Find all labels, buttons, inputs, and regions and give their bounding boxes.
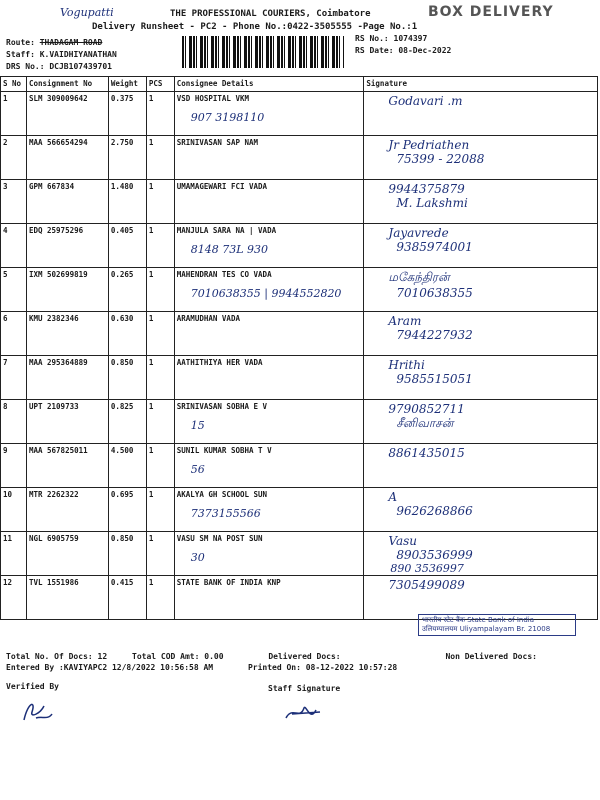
consignee-cell (174, 576, 364, 620)
signature-cell (364, 136, 598, 180)
signature-cell (364, 92, 598, 136)
signature-cell (364, 180, 598, 224)
consignee-cell (174, 180, 364, 224)
route-label: Route: (6, 38, 35, 47)
handwritten-top-mark: Vogupatti (60, 6, 114, 19)
signature-handwritten-extra: 890 3536997 (390, 562, 464, 575)
signature-cell (364, 268, 598, 312)
consignee-cell (174, 268, 364, 312)
footer-totals (6, 652, 596, 661)
consignee-cell (174, 444, 364, 488)
signature-cell (364, 224, 598, 268)
signature-handwritten-1: மகேந்திரன் (388, 270, 450, 284)
drs-line (6, 62, 112, 71)
consignment-cell: KMU 2382346 (26, 312, 108, 356)
consignee-handwritten: 30 (190, 551, 205, 564)
consignee-name: VSD HOSPITAL VKM (176, 94, 250, 103)
pcs-cell: 1 (146, 312, 174, 356)
signature-handwritten-1: Jayavrede (388, 226, 449, 240)
signature-cell (364, 400, 598, 444)
sno-cell: 7 (1, 356, 27, 400)
consignee-name: SRINIVASAN SOBHA E V (176, 402, 268, 411)
signature-handwritten-1: Aram (388, 314, 422, 328)
table-row (1, 136, 598, 180)
consignee-name: AATHITHIYA HER VADA (176, 358, 263, 367)
signature-cell (364, 444, 598, 488)
weight-cell: 0.630 (108, 312, 146, 356)
table-header-row (1, 77, 598, 92)
pcs-cell: 1 (146, 136, 174, 180)
rs-no-label: RS No.: (355, 34, 389, 43)
table-row (1, 180, 598, 224)
consignment-cell: MAA 295364889 (26, 356, 108, 400)
pcs-cell: 1 (146, 180, 174, 224)
table-row (1, 444, 598, 488)
signature-handwritten-2: 9585515051 (396, 372, 473, 386)
sno-cell: 1 (1, 92, 27, 136)
consignee-handwritten: 15 (190, 419, 205, 432)
col-weight: Weight (108, 77, 146, 92)
staff-signature-mark (282, 700, 326, 726)
signature-handwritten-2: 8903536999 (396, 548, 473, 562)
signature-handwritten-1: 9790852711 (388, 402, 465, 416)
consignment-cell: TVL 1551986 (26, 576, 108, 620)
consignee-name: ARAMUDHAN VADA (176, 314, 240, 323)
consignee-name: SRINIVASAN SAP NAM (176, 138, 259, 147)
drs-label: DRS No.: (6, 62, 45, 71)
sno-cell: 3 (1, 180, 27, 224)
signature-handwritten-1: Vasu (388, 534, 417, 548)
sno-cell: 9 (1, 444, 27, 488)
pcs-cell: 1 (146, 224, 174, 268)
consignment-cell: MAA 567825011 (26, 444, 108, 488)
non-delivered-label: Non Delivered Docs: (445, 652, 537, 661)
signature-cell (364, 532, 598, 576)
col-details: Consignee Details (174, 77, 364, 92)
table-row (1, 312, 598, 356)
consignee-handwritten: 56 (190, 463, 205, 476)
sno-cell: 5 (1, 268, 27, 312)
weight-cell: 0.415 (108, 576, 146, 620)
sno-cell: 12 (1, 576, 27, 620)
pcs-cell: 1 (146, 576, 174, 620)
consignee-name: UMAMAGEWARI FCI VADA (176, 182, 268, 191)
consignee-name: MAHENDRAN TES CO VADA (176, 270, 272, 279)
table-row (1, 356, 598, 400)
signature-handwritten-1: 7305499089 (388, 578, 465, 592)
pcs-cell: 1 (146, 532, 174, 576)
signature-handwritten-1: Godavari .m (388, 94, 463, 108)
weight-cell: 0.405 (108, 224, 146, 268)
sno-cell: 8 (1, 400, 27, 444)
consignment-cell: GPM 667834 (26, 180, 108, 224)
signature-handwritten-2: 7944227932 (396, 328, 473, 342)
consignment-cell: IXM 502699819 (26, 268, 108, 312)
barcode (182, 36, 344, 68)
consignment-cell: MAA 566654294 (26, 136, 108, 180)
col-pcs: PCS (146, 77, 174, 92)
runsheet-title: Delivery Runsheet - PC2 - Phone No.:0422-3505555 -Page No.:1 (92, 22, 418, 32)
staff-line (6, 50, 117, 59)
consignee-cell (174, 532, 364, 576)
consignee-cell (174, 312, 364, 356)
consignment-cell: UPT 2109733 (26, 400, 108, 444)
entered-by: Entered By :KAVIYAPC2 12/8/2022 10:56:58 AM (6, 663, 214, 672)
consignee-cell (174, 400, 364, 444)
consignment-cell: MTR 2262322 (26, 488, 108, 532)
signature-handwritten-2: M. Lakshmi (396, 196, 468, 210)
col-consignment: Consignment No (26, 77, 108, 92)
consignee-name: STATE BANK OF INDIA KNP (176, 578, 281, 587)
table-row (1, 488, 598, 532)
signature-handwritten-2: 9626268866 (396, 504, 473, 518)
runsheet-table (0, 76, 598, 620)
drs-value: DCJB107439701 (49, 62, 112, 71)
verified-signature (18, 696, 58, 726)
footer-entry-line (6, 663, 397, 672)
signature-handwritten-2: 7010638355 (396, 286, 473, 300)
total-docs-label: Total No. Of Docs: (6, 652, 93, 661)
pcs-cell: 1 (146, 444, 174, 488)
consignee-handwritten: 7373155566 (190, 507, 261, 520)
pcs-cell: 1 (146, 400, 174, 444)
consignment-cell: EDQ 25975296 (26, 224, 108, 268)
sno-cell: 11 (1, 532, 27, 576)
pcs-cell: 1 (146, 356, 174, 400)
consignee-name: VASU SM NA POST SUN (176, 534, 263, 543)
pcs-cell: 1 (146, 92, 174, 136)
signature-handwritten-1: A (388, 490, 398, 504)
consignment-cell: SLM 309009642 (26, 92, 108, 136)
consignee-name: SUNIL KUMAR SOBHA T V (176, 446, 272, 455)
weight-cell: 0.695 (108, 488, 146, 532)
consignee-cell (174, 488, 364, 532)
signature-cell (364, 576, 598, 620)
rs-no-line (355, 34, 427, 43)
col-sno: S No (1, 77, 27, 92)
verified-by: Verified By (6, 682, 59, 691)
table-row (1, 400, 598, 444)
signature-handwritten-1: Jr Pedriathen (388, 138, 470, 152)
consignment-cell: NGL 6905759 (26, 532, 108, 576)
rs-date-label: RS Date: (355, 46, 394, 55)
signature-cell (364, 312, 598, 356)
consignee-cell (174, 136, 364, 180)
company-title: THE PROFESSIONAL COURIERS, Coimbatore (170, 9, 371, 19)
rs-no-value: 1074397 (393, 34, 428, 43)
consignee-cell (174, 356, 364, 400)
total-cod-value: 0.00 (204, 652, 224, 661)
table-row (1, 224, 598, 268)
weight-cell: 0.375 (108, 92, 146, 136)
consignee-cell (174, 92, 364, 136)
staff-label: Staff: (6, 50, 35, 59)
table-row (1, 576, 598, 620)
weight-cell: 0.825 (108, 400, 146, 444)
consignee-handwritten: 7010638355 | 9944552820 (190, 287, 342, 300)
staff-signature-label: Staff Signature (268, 684, 341, 693)
weight-cell: 4.500 (108, 444, 146, 488)
printed-on: Printed On: 08-12-2022 10:57:28 (247, 663, 398, 672)
total-docs-value: 12 (97, 652, 108, 661)
sno-cell: 4 (1, 224, 27, 268)
consignee-cell (174, 224, 364, 268)
signature-cell (364, 488, 598, 532)
sno-cell: 2 (1, 136, 27, 180)
signature-handwritten-2: 9385974001 (396, 240, 473, 254)
route-value: THADAGAM ROAD (39, 38, 103, 47)
weight-cell: 1.480 (108, 180, 146, 224)
consignee-name: MANJULA SARA NA | VADA (176, 226, 277, 235)
weight-cell: 0.850 (108, 356, 146, 400)
total-cod-label: Total COD Amt: (132, 652, 200, 661)
weight-cell: 0.265 (108, 268, 146, 312)
bank-stamp-line1: भारतीय स्टेट बैंक State Bank of India (422, 616, 534, 624)
staff-value: K.VAIDHIYANATHAN (39, 50, 117, 59)
bank-stamp (418, 614, 576, 636)
signature-handwritten-2: 75399 - 22088 (396, 152, 485, 166)
pcs-cell: 1 (146, 268, 174, 312)
col-signature: Signature (364, 77, 598, 92)
sno-cell: 10 (1, 488, 27, 532)
signature-cell (364, 356, 598, 400)
pcs-cell: 1 (146, 488, 174, 532)
table-row (1, 92, 598, 136)
weight-cell: 0.850 (108, 532, 146, 576)
weight-cell: 2.750 (108, 136, 146, 180)
bank-stamp-line2: उलियम्पालयम Uliyampalayam Br. 21008 (422, 625, 551, 633)
consignee-handwritten: 907 3198110 (190, 111, 265, 124)
signature-handwritten-1: 8861435015 (388, 446, 465, 460)
rs-date-value: 08-Dec-2022 (398, 46, 452, 55)
delivered-label: Delivered Docs: (268, 652, 341, 661)
rs-date-line (355, 46, 451, 55)
route-line (6, 38, 102, 47)
table-row (1, 532, 598, 576)
signature-handwritten-2: சீனிவாசன் (396, 416, 454, 430)
signature-handwritten-1: 9944375879 (388, 182, 465, 196)
box-delivery-stamp: BOX DELIVERY (428, 4, 554, 20)
sno-cell: 6 (1, 312, 27, 356)
consignee-name: AKALYA GH SCHOOL SUN (176, 490, 268, 499)
consignee-handwritten: 8148 73L 930 (190, 243, 269, 256)
table-row (1, 268, 598, 312)
signature-handwritten-1: Hrithi (388, 358, 425, 372)
